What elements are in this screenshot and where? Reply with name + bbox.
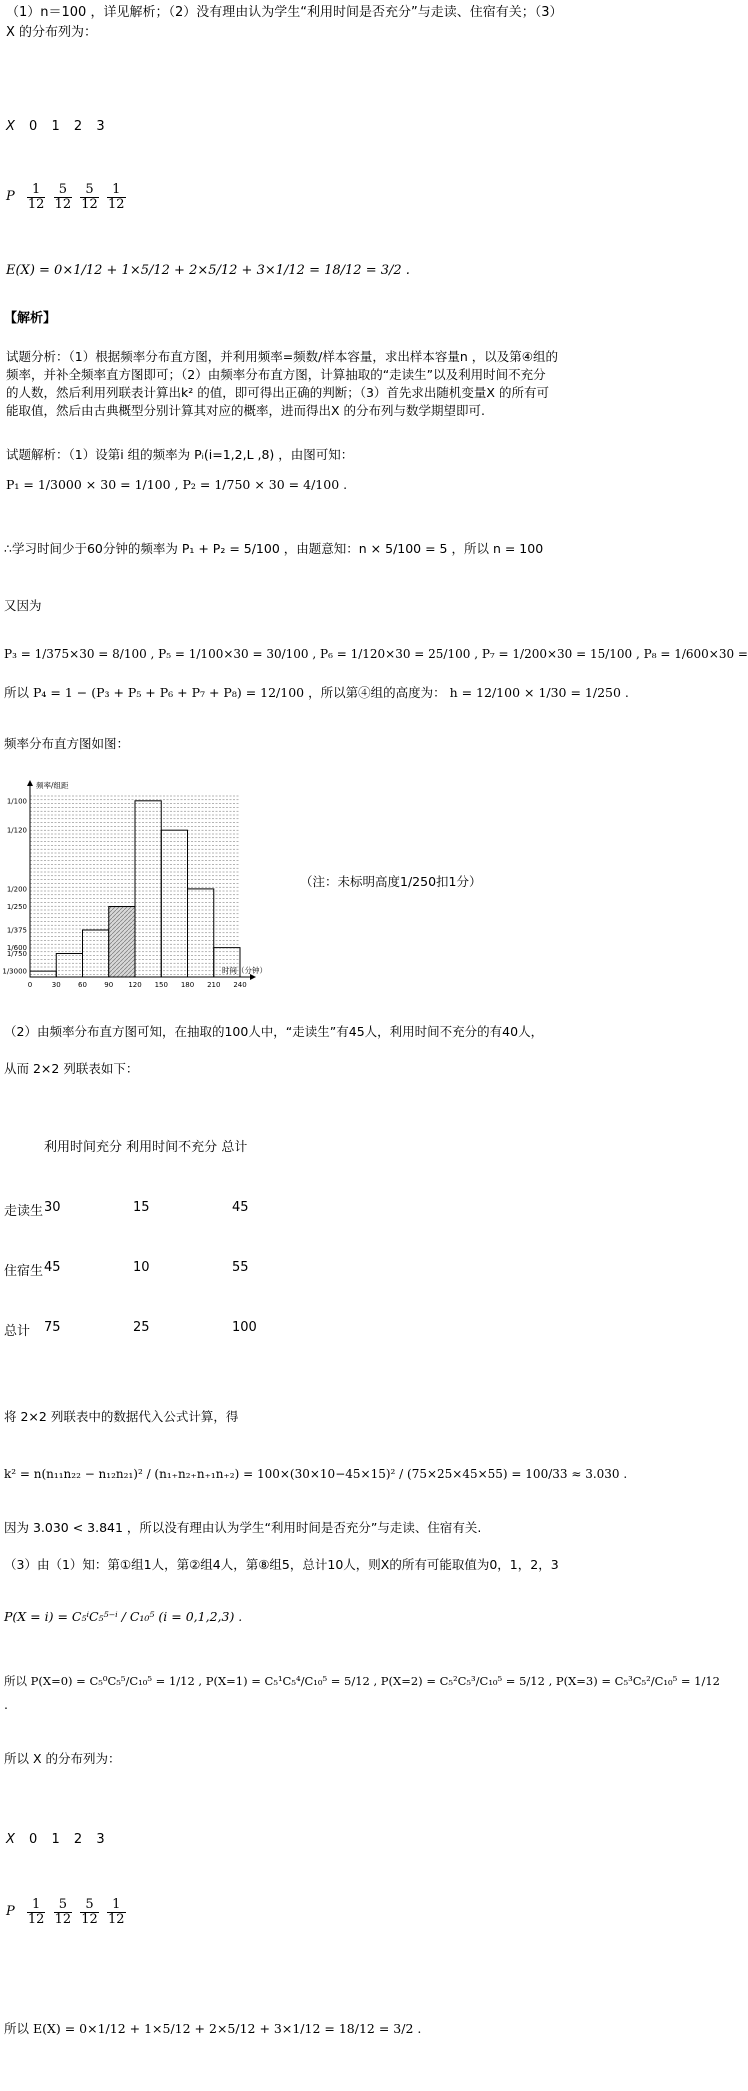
part2-line-2: 从而 2×2 列联表如下： [4,1061,139,1076]
answer-dist-x-row: X 0 1 2 3 [6,119,105,134]
part3-line-4: 所以 X 的分布列为： [4,1751,121,1766]
table-row-label: 走读生 [4,1204,44,1219]
y-tick-label: 1/375 [6,926,27,935]
part3-probabilities: 所以 P(X=0) = C₅⁰C₅⁵/C₁₀⁵ = 1/12 , P(X=1) = C₅¹C₅⁴/C₁₀⁵ = 5/12 , P(X=2) = C₅²C₅³/C₁₀⁵ = 5/12 , P(X=3) = C₅³C₅²/C₁₀⁵ = 1/12 [4,1674,720,1688]
x-axis-title: 时间（分钟） [222,966,267,975]
y-tick-label: 1/750 [6,950,27,959]
answer-line-1: （1）n＝100 ，详见解析；（2）没有理由认为学生“利用时间是否充分”与走读、住宿有关；（3） [6,5,563,20]
frequency-histogram [0,770,280,1005]
part3-expectation: 所以 E(X) = 0×1/12 + 1×5/12 + 2×5/12 + 3×1/12 = 18/12 = 3/2 . [4,2021,422,2036]
part2-line-3: 将 2×2 列联表中的数据代入公式计算，得 [4,1409,239,1424]
bar-30-60 [56,954,82,977]
table-header-cell: 利用时间不充分 [126,1140,218,1155]
analysis-para-line-1: 试题分析：（1）根据频率分布直方图，并利用频率=频数/样本容量，求出样本容量n ，以及第④组的 [6,349,558,364]
analysis-para-line-3: 的人数，然后利用列联表计算出k² 的值，即可得出正确的判断；（3）首先求出随机变量X 的所有可 [6,385,549,400]
part3-probabilities-tail: . [4,1697,8,1712]
x-tick-label: 60 [78,981,87,989]
table-row-label: 总计 [4,1324,31,1339]
solution-line-5: P₃ = 1/375×30 = 8/100 , P₅ = 1/100×30 = 30/100 , P₆ = 1/120×30 = 25/100 , P₇ = 1/200×30 = 15/100 , P₈ = 1/600×30 = [4,647,748,661]
part2-conclusion: 因为 3.030 < 3.841 ，所以没有理由认为学生“利用时间是否充分”与走读、住宿有关. [4,1520,482,1535]
solution-line-2: P₁ = 1/3000 × 30 = 1/100 , P₂ = 1/750 × 30 = 4/100 . [6,477,348,492]
table-cell: 15 [133,1200,150,1215]
part2-line-1: （2）由频率分布直方图可知，在抽取的100人中，“走读生”有45人，利用时间不充分的有40人， [4,1024,544,1039]
answer-line-2: X 的分布列为： [6,25,98,40]
answer-dist-p-row: P $\frac{1}{12}$ $\frac{5}{12}$ $\frac{5}{12}$ $\frac{1}{12}$ [6,182,125,213]
x-tick-label: 30 [51,981,61,989]
table-cell: 45 [232,1200,249,1215]
y-axis-title: 频率/组距 [36,781,69,790]
part3-dist-x-row: X 0 1 2 3 [6,1832,105,1847]
y-tick-label: 1/100 [6,797,27,806]
table-cell: 25 [133,1320,150,1335]
y-axis-arrow [27,780,33,786]
y-tick-label: 1/250 [6,903,27,912]
solution-line-1: 试题解析：（1）设第i 组的频率为 Pᵢ(i=1,2,L ,8) ，由图可知： [6,447,354,462]
y-tick-label: 1/3000 [2,967,27,976]
table-header-row [44,1136,247,1155]
bar-90-120 [109,907,135,977]
table-cell: 75 [44,1320,61,1335]
x-tick-label: 90 [104,981,114,989]
x-tick-label: 0 [27,981,33,989]
part3-line-1: （3）由（1）知：第①组1人，第②组4人，第⑧组5，总计10人，则X的所有可能取值为0，1，2，3 [4,1557,559,1572]
analysis-heading: 【解析】 [4,311,57,326]
table-cell: 45 [44,1260,61,1275]
part3-dist-p-row: P $\frac{1}{12}$ $\frac{5}{12}$ $\frac{5}{12}$ $\frac{1}{12}$ [6,1897,125,1928]
solution-line-3: ∴学习时间少于60分钟的频率为 P₁ + P₂ = 5/100 ，由题意知：n × 5/100 = 5 ，所以 n = 100 [4,541,544,556]
x-tick-label: 150 [154,981,168,989]
y-tick-label: 1/200 [6,885,27,894]
table-cell: 30 [44,1200,61,1215]
table-row-label: 住宿生 [4,1264,44,1279]
table-cell: 100 [232,1320,257,1335]
x-tick-label: 210 [207,981,221,989]
part3-pmf-formula: P(X = i) = C₅ⁱC₅⁵⁻ⁱ / C₁₀⁵ (i = 0,1,2,3) . [4,1609,243,1624]
table-cell: 10 [133,1260,150,1275]
y-tick-label: 1/600 [6,944,27,953]
histogram-note: （注：未标明高度1/250扣1分） [300,874,482,889]
analysis-para-line-4: 能取值，然后由古典概型分别计算其对应的概率，进而得出X 的分布列与数学期望即可. [6,403,486,418]
bar-60-90 [83,930,109,977]
table-header-cell: 总计 [221,1140,248,1155]
solution-line-4: 又因为 [4,598,42,613]
bar-120-150 [135,801,161,977]
x-tick-label: 180 [180,981,195,989]
bar-150-180 [161,830,187,977]
table-header-cell: 利用时间充分 [44,1140,123,1155]
solution-line-6: 所以 P₄ = 1 − (P₃ + P₅ + P₆ + P₇ + P₈) = 12/100 ，所以第④组的高度为： h = 12/100 × 1/30 = 1/250 . [4,685,629,700]
table-cell: 55 [232,1260,249,1275]
x-tick-label: 120 [128,981,142,989]
answer-expectation: E(X) = 0×1/12 + 1×5/12 + 2×5/12 + 3×1/12 = 18/12 = 3/2 . [6,263,410,278]
chi-square-formula: k² = n(n₁₁n₂₂ − n₁₂n₂₁)² / (n₁₊n₂₊n₊₁n₊₂) = 100×(30×10−45×15)² / (75×25×45×55) = 100/33 ≈ 3.030 . [4,1467,628,1481]
bar-0-30 [30,971,56,977]
y-tick-label: 1/120 [6,826,27,835]
analysis-para-line-2: 频率，并补全频率直方图即可；（2）由频率分布直方图，计算抽取的“走读生”以及利用时间不充分 [6,367,546,382]
x-tick-label: 240 [233,981,247,989]
histogram-intro: 频率分布直方图如图： [4,736,130,751]
